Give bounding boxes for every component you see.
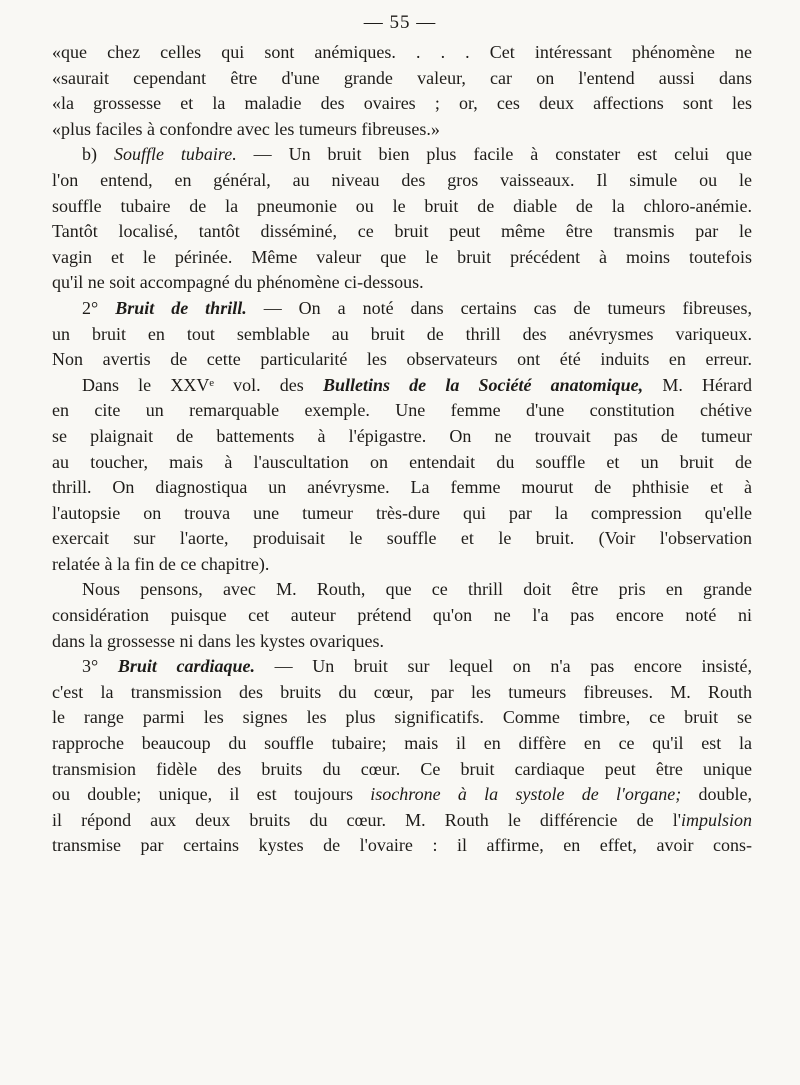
text-segment: transmision fidèle des bruits du cœur. Ce bruit cardiaque peut être unique (52, 758, 752, 779)
text-line (52, 270, 752, 296)
paragraph-bruit-de-thrill (52, 296, 752, 578)
text-segment: Non avertis de cette particularité les observateurs ont été induits en erreur. (52, 349, 752, 370)
emphasis-text: Souffle tubaire. (113, 144, 237, 165)
text-segment: relatée à la fin de ce chapitre). (52, 553, 270, 574)
text-segment: transmise par certains kystes de l'ovaire : il affirme, en effet, avoir cons- (52, 835, 752, 856)
text-line (52, 705, 752, 731)
text-line (52, 219, 752, 245)
text-line (52, 450, 752, 476)
emphasis-text: impulsion (680, 809, 752, 830)
text-line (52, 526, 752, 552)
text-segment: — Un bruit sur lequel on n'a pas encore insisté, (255, 656, 752, 677)
text-line (52, 603, 752, 629)
text-segment: dans la grossesse ni dans les kystes ovariques. (52, 630, 384, 651)
text-segment: c'est la transmission des bruits du cœur, par les tumeurs fibreuses. M. Routh (52, 681, 752, 702)
text-segment: M. Hérard (643, 374, 752, 395)
text-segment: b) (82, 144, 114, 165)
text-segment: «que chez celles qui sont anémiques. . . . Cet intéressant phénomène ne (52, 42, 752, 62)
text-segment: le range parmi les signes les plus significatifs. Comme timbre, ce bruit se (52, 707, 752, 728)
text-segment: — On a noté dans certains cas de tumeurs fibreuses, (246, 297, 752, 318)
text-line (52, 552, 752, 578)
emphasis-text: Bulletins de la Société anatomique, (322, 374, 644, 395)
text-line (52, 501, 752, 527)
text-segment: il répond aux deux bruits du cœur. M. Routh le différencie de l' (52, 809, 681, 830)
text-line (52, 398, 752, 424)
paragraph-nous-pensons (52, 577, 752, 654)
text-line (52, 91, 752, 117)
text-segment: «plus faciles à confondre avec les tumeurs fibreuses.» (52, 118, 440, 139)
text-line (52, 347, 752, 373)
text-line (52, 731, 752, 757)
text-line (52, 757, 752, 783)
text-segment: l'on entend, en général, au niveau des gros vaisseaux. Il simule ou le (52, 169, 752, 190)
text-line (52, 322, 752, 348)
text-line (52, 168, 752, 194)
text-segment: Dans le XXVᵉ vol. des (82, 374, 323, 395)
text-line (52, 629, 752, 655)
text-line (52, 808, 752, 834)
text-line (52, 117, 752, 143)
text-segment: 2° (82, 297, 116, 318)
text-segment: thrill. On diagnostiqua un anévrysme. La femme mourut de phthisie et à (52, 477, 752, 498)
emphasis-text: isochrone à la systole de l'organe; (370, 784, 682, 805)
text-segment: un bruit en tout semblable au bruit de thrill des anévrysmes variqueux. (52, 323, 752, 344)
text-line (52, 194, 752, 220)
emphasis-text: Bruit de thrill. (115, 297, 247, 318)
text-segment: l'autopsie on trouva une tumeur très-dure qui par la compression qu'elle (52, 502, 752, 523)
text-line (52, 66, 752, 92)
text-segment: Nous pensons, avec M. Routh, que ce thrill doit être pris en grande (82, 579, 752, 600)
body-text (52, 40, 752, 859)
text-line (52, 782, 752, 808)
text-segment: ou double; unique, il est toujours (52, 784, 371, 805)
text-line (52, 424, 752, 450)
text-segment: — Un bruit bien plus facile à constater est celui que (236, 144, 752, 165)
text-line (52, 40, 752, 66)
paragraph-souffle-tubaire (52, 142, 752, 296)
text-line (52, 475, 752, 501)
text-segment: rapproche beaucoup du souffle tubaire; mais il en diffère en ce qu'il est la (52, 733, 752, 754)
text-segment: «saurait cependant être d'une grande valeur, car on l'entend aussi dans (52, 67, 752, 88)
text-line (52, 142, 752, 168)
text-segment: Tantôt localisé, tantôt disséminé, ce bruit peut même être transmis par le (52, 221, 752, 242)
text-line (52, 296, 752, 322)
text-line (52, 680, 752, 706)
text-segment: en cite un remarquable exemple. Une femme d'une constitution chétive (52, 400, 752, 421)
text-segment: au toucher, mais à l'auscultation on entendait du souffle et un bruit de (52, 451, 752, 472)
text-segment: se plaignait de battements à l'épigastre. On ne trouvait pas de tumeur (52, 425, 752, 446)
text-segment: exercait sur l'aorte, produisait le souffle et le bruit. (Voir l'observation (52, 528, 752, 549)
text-segment: vagin et le périnée. Même valeur que le bruit précédent à moins toutefois (52, 246, 752, 267)
text-segment: souffle tubaire de la pneumonie ou le bruit de diable de la chloro-anémie. (52, 195, 752, 216)
text-segment: 3° (82, 656, 118, 677)
paragraph-bruit-cardiaque (52, 654, 752, 859)
text-segment: «la grossesse et la maladie des ovaires ; or, ces deux affections sont les (52, 93, 752, 114)
page-number: — 55 — (363, 12, 437, 33)
paragraph-quote (52, 40, 752, 142)
text-segment: double, (681, 784, 752, 805)
emphasis-text: Bruit cardiaque. (117, 656, 255, 677)
text-line (52, 654, 752, 680)
text-segment: qu'il ne soit accompagné du phénomène ci-dessous. (52, 272, 424, 293)
text-line (52, 245, 752, 271)
text-line (52, 577, 752, 603)
text-segment: considération puisque cet auteur prétend qu'on ne l'a pas encore noté ni (52, 605, 752, 626)
text-line (52, 373, 752, 399)
text-line (52, 833, 752, 859)
